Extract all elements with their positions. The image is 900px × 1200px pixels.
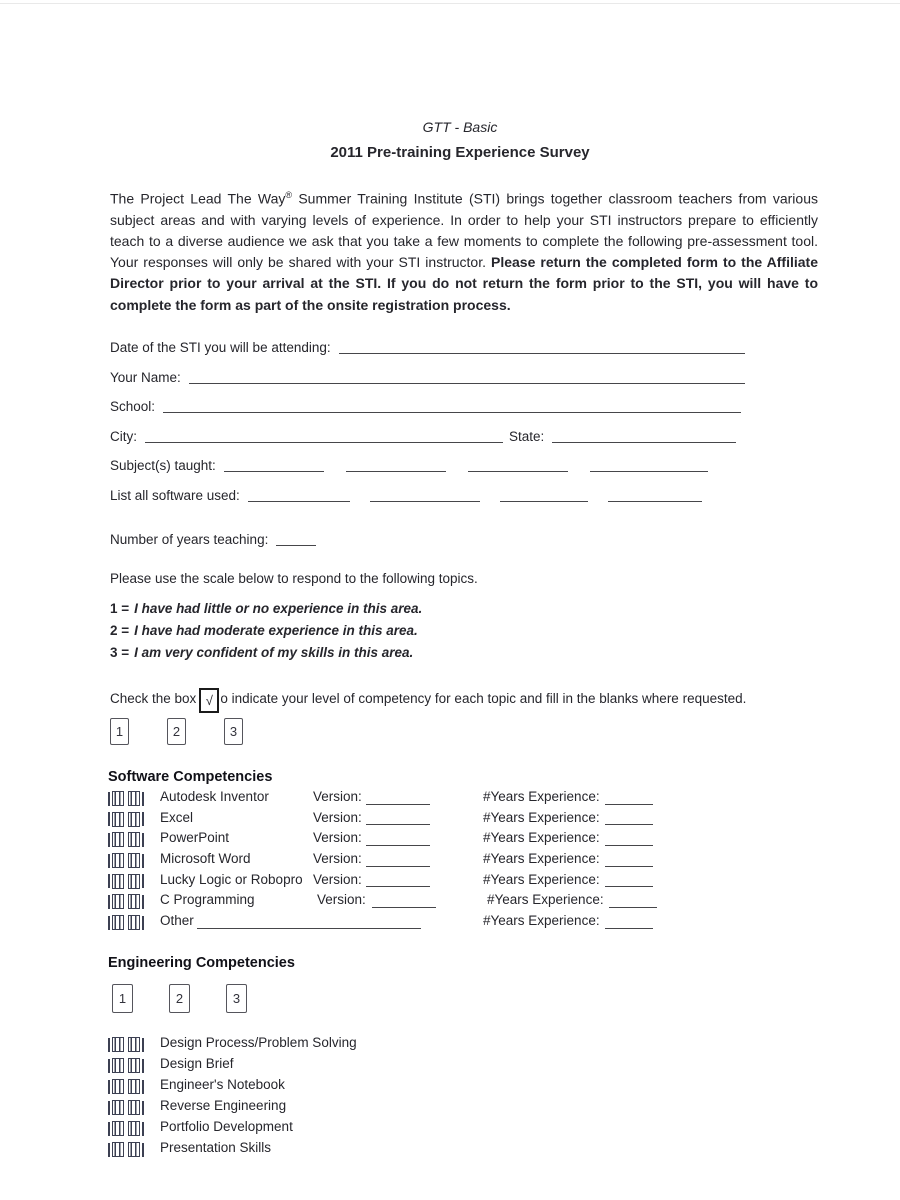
checkbox-glyph [112,1037,124,1052]
rating-box-3: 3 [226,984,247,1013]
rating-checkboxes-icon[interactable] [108,1142,144,1157]
checkbox-bar [108,916,110,930]
checkbox-bar [108,1059,110,1073]
checkbox-glyph [128,1142,140,1157]
field-row-city-state [110,429,736,444]
software-name: Lucky Logic or Robopro [160,871,303,887]
rating-checkboxes-icon[interactable] [108,812,144,827]
software-used-input-line[interactable] [608,499,702,502]
scale-level-number: 2 = [110,623,130,638]
checkbox-glyph [128,1100,140,1115]
checkbox-glyph [112,832,124,847]
scale-rating-boxes [110,718,243,745]
checkbox-bar [108,874,110,888]
software-name: Microsoft Word [160,851,251,867]
software-name: C Programming [160,892,255,908]
city-input-line[interactable] [145,440,503,443]
checkbox-bar [142,1080,144,1094]
table-row [108,789,688,810]
state-input-line[interactable] [552,440,736,443]
checkbox-glyph [128,832,140,847]
years-experience-label: #Years Experience: [483,789,600,804]
checkbox-glyph [112,812,124,827]
page-title: 2011 Pre-training Experience Survey [330,144,590,161]
checkbox-glyph [128,915,140,930]
table-row [108,851,688,872]
other-software-input-line[interactable] [197,928,421,929]
version-input-line[interactable] [372,907,436,908]
sti-date-label: Date of the STI you will be attending: [110,340,331,355]
version-input-line[interactable] [366,845,430,846]
years-experience-label: #Years Experience: [483,871,600,887]
scale-level-number: 3 = [110,645,130,660]
checkbox-bar [142,854,144,868]
checkbox-bar [108,854,110,868]
checkbox-bar [108,792,110,806]
version-input-line[interactable] [366,824,430,825]
rating-checkboxes-icon[interactable] [108,915,144,930]
check-instruction [110,686,746,711]
checkbox-bar [108,1080,110,1094]
checkbox-bar [108,1101,110,1115]
years-experience-input-line[interactable] [605,824,653,825]
scale-level-1 [110,601,422,623]
field-row-subjects [110,458,708,473]
subject-input-line[interactable] [346,469,446,472]
software-name: Other [160,913,194,929]
rating-box-1: 1 [110,718,129,745]
years-experience-input-line[interactable] [605,804,653,805]
engineering-topic: Reverse Engineering [160,1098,287,1114]
scale-level-3 [110,645,422,667]
rating-checkboxes-icon[interactable] [108,791,144,806]
subjects-label: Subject(s) taught: [110,458,216,473]
years-teaching-label: Number of years teaching: [110,532,269,547]
checkbox-bar [142,874,144,888]
rating-checkboxes-icon[interactable] [108,1037,144,1052]
checkbox-bar [108,1143,110,1157]
software-used-label: List all software used: [110,488,240,503]
checkbox-glyph [128,812,140,827]
version-label: Version: [313,809,362,825]
school-label: School: [110,399,156,414]
engineering-topic: Design Process/Problem Solving [160,1035,357,1050]
checkbox-bar [142,792,144,806]
checkbox-glyph [128,894,140,909]
scale-legend [110,601,422,667]
years-experience-label: #Years Experience: [483,830,600,846]
name-label: Your Name: [110,370,181,385]
engineering-topic: Engineer's Notebook [160,1077,285,1093]
checkmark-example-box-icon: √ [199,688,219,713]
scale-level-2 [110,623,422,645]
checkbox-glyph [112,853,124,868]
intro-text-mid: Summer Training Institute (STI) brings together classroom teachers from various subject areas and with varying levels of experience. In order to help your STI instructors prepare to efficiently teach to a diverse audience we ask that you take a few moments to complete the following pre-assessment tool. Your responses will only be shared with your STI instructor. [110,190,818,271]
checkbox-glyph [112,1142,124,1157]
engineering-rating-boxes [112,984,247,1013]
checkbox-glyph [112,915,124,930]
intro-text-start: The Project Lead The Way [110,190,286,207]
school-input-line[interactable] [163,410,741,413]
checkbox-bar [108,1038,110,1052]
engineering-topic: Design Brief [160,1056,234,1072]
table-row [108,830,688,851]
software-used-input-line[interactable] [248,499,350,502]
software-used-input-line[interactable] [500,499,588,502]
registered-trademark-icon: ® [285,190,293,200]
field-row-school [110,399,741,414]
checkbox-bar [108,1122,110,1136]
years-experience-input-line[interactable] [605,866,653,867]
table-row [108,872,688,893]
checkbox-bar [142,1122,144,1136]
version-input-line[interactable] [366,886,430,887]
checkbox-glyph [112,894,124,909]
years-teaching-input-line[interactable] [276,543,316,546]
checkbox-bar [142,916,144,930]
rating-checkboxes-icon[interactable] [108,1079,144,1094]
table-row [108,810,688,831]
years-experience-input-line[interactable] [605,845,653,846]
rating-checkboxes-icon[interactable] [108,832,144,847]
table-row [108,892,688,913]
scale-level-text: I have had moderate experience in this area. [134,623,418,638]
scale-level-text: I am very confident of my skills in this area. [134,645,414,660]
checkbox-bar [142,895,144,909]
checkbox-glyph [112,791,124,806]
version-label: Version: [313,830,362,846]
checkbox-glyph [128,1037,140,1052]
checkbox-bar [142,1143,144,1157]
years-experience-label: #Years Experience: [483,809,600,825]
rating-checkboxes-icon[interactable] [108,1058,144,1073]
field-row-sti-date [110,340,745,355]
scale-intro-text: Please use the scale below to respond to the following topics. [110,571,478,586]
checkbox-bar [142,1059,144,1073]
scale-level-number: 1 = [110,601,130,616]
state-label: State: [509,429,545,444]
table-row [108,913,688,934]
rating-checkboxes-icon[interactable] [108,1100,144,1115]
field-row-years-teaching [110,532,316,547]
name-input-line[interactable] [189,381,745,384]
software-used-input-line[interactable] [370,499,480,502]
checkbox-glyph [112,1079,124,1094]
software-section-heading: Software Competencies [108,769,273,785]
checkbox-bar [142,812,144,826]
years-experience-label: #Years Experience: [487,892,604,908]
checkbox-bar [142,1101,144,1115]
checkbox-bar [142,1038,144,1052]
version-label: Version: [313,851,362,867]
course-subtitle: GTT - Basic [422,119,498,135]
intro-paragraph [110,185,818,316]
rating-box-2: 2 [167,718,186,745]
subject-input-line[interactable] [590,469,708,472]
checkbox-bar [142,833,144,847]
software-name: Excel [160,809,194,825]
checkbox-glyph [128,853,140,868]
checkbox-glyph [112,874,124,889]
checkbox-glyph [128,1121,140,1136]
checkbox-glyph [112,1058,124,1073]
version-label: Version: [313,789,362,804]
rating-checkboxes-icon[interactable] [108,894,144,909]
check-instruction-after: o indicate your level of competency for each topic and fill in the blanks where requested. [220,691,747,706]
scale-level-text: I have had little or no experience in this area. [134,601,423,616]
checkbox-glyph [112,1121,124,1136]
checkbox-bar [108,833,110,847]
subject-input-line[interactable] [468,469,568,472]
rating-checkboxes-icon[interactable] [108,874,144,889]
years-experience-label: #Years Experience: [483,913,600,929]
engineering-topic: Presentation Skills [160,1140,272,1156]
rating-box-2: 2 [169,984,190,1013]
years-experience-input-line[interactable] [605,928,653,929]
field-row-name [110,370,745,385]
checkbox-glyph [128,1079,140,1094]
version-input-line[interactable] [366,804,430,805]
rating-box-1: 1 [112,984,133,1013]
checkbox-glyph [128,1058,140,1073]
check-instruction-before: Check the box [110,691,197,706]
subject-input-line[interactable] [224,469,324,472]
software-table [108,789,688,934]
years-experience-input-line[interactable] [605,886,653,887]
version-label: Version: [313,871,362,887]
version-input-line[interactable] [366,866,430,867]
rating-checkboxes-icon[interactable] [108,1121,144,1136]
sti-date-input-line[interactable] [339,351,745,354]
checkbox-glyph [128,791,140,806]
city-label: City: [110,429,137,444]
engineering-section-heading: Engineering Competencies [108,955,295,971]
years-experience-input-line[interactable] [609,907,657,908]
checkbox-glyph [128,874,140,889]
intro-text-bold: Please return the completed form to the Affiliate Director prior to your arrival at the STI. If you do not return the form prior to the STI, you will have to complete the form as part of the onsite registration process. [110,254,818,313]
rating-box-3: 3 [224,718,243,745]
rating-checkboxes-icon[interactable] [108,853,144,868]
version-label: Version: [317,892,366,908]
field-row-software-used [110,488,702,503]
software-name: PowerPoint [160,830,230,846]
software-name: Autodesk Inventor [160,789,269,804]
engineering-topic: Portfolio Development [160,1119,293,1135]
years-experience-label: #Years Experience: [483,851,600,867]
checkbox-bar [108,812,110,826]
checkbox-glyph [112,1100,124,1115]
checkbox-bar [108,895,110,909]
page-top-border [0,3,900,4]
